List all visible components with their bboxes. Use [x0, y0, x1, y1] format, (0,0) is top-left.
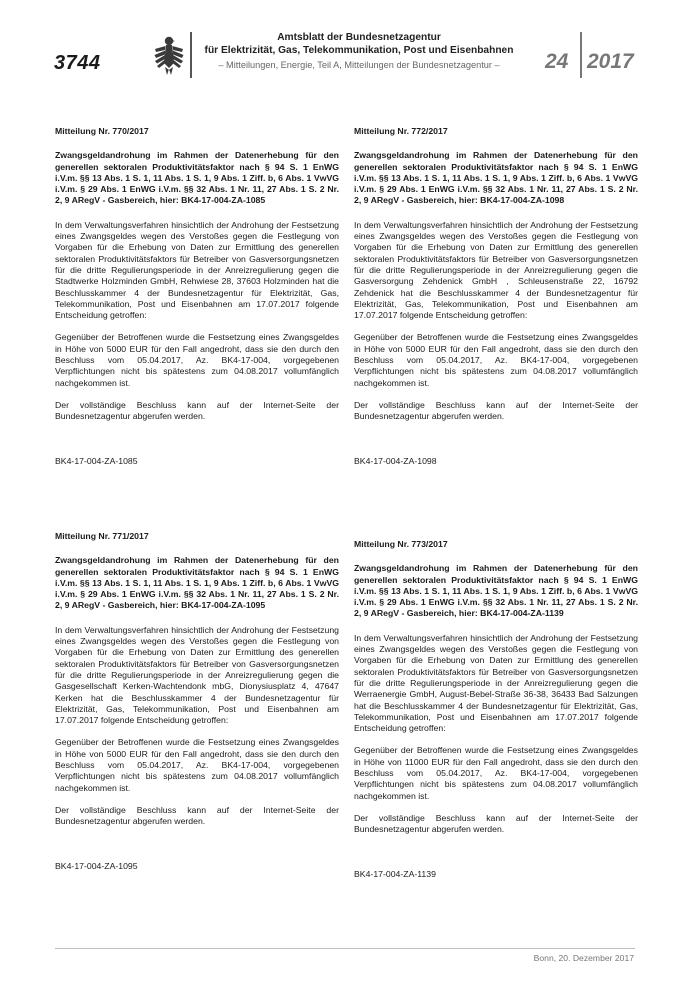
- notice-title: Mitteilung Nr. 771/2017: [55, 531, 149, 541]
- issue-number: 24: [545, 50, 569, 73]
- notice-body-paragraph: Gegenüber der Betroffenen wurde die Festsetzung eines Zwangsgeldes in Höhe von 5000 EUR für den Fall angedroht, dass sie den durch den Beschluss vom 05.04.2017, Az. BK4-17-004, vorgegebenen Verpflichtungen nicht bis spätestens zum 04.08.2017 vollumfänglich nachgekommen ist.: [354, 332, 638, 388]
- notice-subject: Zwangsgeldandrohung im Rahmen der Datenerhebung für den generellen sektoralen Produktivitätsfaktor nach § 94 S. 1 EnWG i.V.m. §§ 13 Abs. 1 S. 1, 11 Abs. 1 S. 1, 9 Abs. 1 Ziff. b, 6 Abs. 1 VwVG i.V.m. § 29 Abs. 1 EnWG i.V.m. §§ 32 Abs. 1 Nr. 11, 27 Abs. 1 S. 2 Nr. 2, 9 ARegV - Gasbereich, hier: BK4-17-004-ZA-1095: [55, 555, 339, 611]
- notice-body-paragraph: In dem Verwaltungsverfahren hinsichtlich der Androhung der Festsetzung eines Zwangsgeldes wegen des Verstoßes gegen die Festlegung von Vorgaben für die Erhebung von Daten zur Ermittlung des generellen sektoralen Produktivitätsfaktors für Betreiber von Gasversorgungsnetzen für die dritte Regulierungsperiode in der Anreizregulierung gegen die Gasgesellschaft Kerken-Wachtendonk mbG, Dionysiusplatz 4, 47647 Kerken hat die Beschlusskammer 4 der Bundesnetzagentur für Elektrizität, Gas, Telekommunikation, Post und Eisenbahnen am 17.07.2017 folgende Entscheidung getroffen:: [55, 624, 339, 726]
- footer-divider: [55, 948, 635, 949]
- header-divider-left: [190, 32, 192, 78]
- notice-body-paragraph: Gegenüber der Betroffenen wurde die Festsetzung eines Zwangsgeldes in Höhe von 5000 EUR für den Fall angedroht, dass sie den durch den Beschluss vom 05.04.2017, Az. BK4-17-004, vorgegebenen Verpflichtungen nicht bis spätestens zum 04.08.2017 vollumfänglich nachgekommen ist.: [55, 332, 339, 388]
- notice-773: [354, 539, 638, 880]
- notice-772: [354, 126, 638, 467]
- notice-reference: BK4-17-004-ZA-1085: [55, 455, 138, 466]
- federal-eagle-icon: [153, 33, 185, 81]
- notice-title: Mitteilung Nr. 773/2017: [354, 539, 448, 549]
- notice-770: [55, 126, 339, 467]
- notice-771: [55, 531, 339, 872]
- notice-subject: Zwangsgeldandrohung im Rahmen der Datenerhebung für den generellen sektoralen Produktivitätsfaktor nach § 94 S. 1 EnWG i.V.m. §§ 13 Abs. 1 S. 1, 11 Abs. 1 S. 1, 9 Abs. 1 Ziff. b, 6 Abs. 1 VwVG i.V.m. § 29 Abs. 1 EnWG i.V.m. §§ 32 Abs. 1 Nr. 11, 27 Abs. 1 S. 2 Nr. 2, 9 ARegV - Gasbereich, hier: BK4-17-004-ZA-1085: [55, 150, 339, 206]
- notice-body-paragraph: Der vollständige Beschluss kann auf der Internet-Seite der Bundesnetzagentur abgerufen werden.: [354, 812, 638, 835]
- notice-body-paragraph: In dem Verwaltungsverfahren hinsichtlich der Androhung der Festsetzung eines Zwangsgeldes wegen des Verstoßes gegen die Festlegung von Vorgaben für die Erhebung von Daten zur Ermittlung des generellen sektoralen Produktivitätsfaktors für Betreiber von Gasversorgungsnetzen für die dritte Regulierungsperiode in der Anreizregulierung gegen die Gasversorgung Zehdenick GmbH , Schleusenstraße 22, 16792 Zehdenick hat die Beschlusskammer 4 der Bundesnetzagentur für Elektrizität, Gas, Telekommunikation, Post und Eisenbahnen am 17.07.2017 folgende Entscheidung getroffen:: [354, 219, 638, 321]
- notice-reference: BK4-17-004-ZA-1098: [354, 455, 437, 466]
- issue-year: 2017: [587, 50, 634, 73]
- notice-reference: BK4-17-004-ZA-1139: [354, 868, 436, 879]
- notice-body-paragraph: Gegenüber der Betroffenen wurde die Festsetzung eines Zwangsgeldes in Höhe von 5000 EUR für den Fall angedroht, dass sie den durch den Beschluss vom 05.04.2017, Az. BK4-17-004, vorgegebenen Verpflichtungen nicht bis spätestens zum 04.08.2017 vollumfänglich nachgekommen ist.: [55, 737, 339, 793]
- notice-body-paragraph: Der vollständige Beschluss kann auf der Internet-Seite der Bundesnetzagentur abgerufen werden.: [55, 399, 339, 422]
- notice-title: Mitteilung Nr. 772/2017: [354, 126, 448, 136]
- notice-body-paragraph: In dem Verwaltungsverfahren hinsichtlich der Androhung der Festsetzung eines Zwangsgeldes wegen des Verstoßes gegen die Festlegung von Vorgaben für die Erhebung von Daten zur Ermittlung des generellen sektoralen Produktivitätsfaktors für Betreiber von Gasversorgungsnetzen für die dritte Regulierungsperiode in der Anreizregulierung gegen die Werraenergie GmbH, August-Bebel-Straße 36-38, 36433 Bad Salzungen hat die Beschlusskammer 4 der Bundesnetzagentur für Elektrizität, Gas, Telekommunikation, Post und Eisenbahnen am 17.07.2017 folgende Entscheidung getroffen:: [354, 632, 638, 734]
- notice-subject: Zwangsgeldandrohung im Rahmen der Datenerhebung für den generellen sektoralen Produktivitätsfaktor nach § 94 S. 1 EnWG i.V.m. §§ 13 Abs. 1 S. 1, 11 Abs. 1 S. 1, 9 Abs. 1 Ziff. b, 6 Abs. 1 VwVG i.V.m. § 29 Abs. 1 EnWG i.V.m. §§ 32 Abs. 1 Nr. 11, 27 Abs. 1 S. 2 Nr. 2, 9 ARegV - Gasbereich, hier: BK4-17-004-ZA-1139: [354, 563, 638, 619]
- notice-body-paragraph: In dem Verwaltungsverfahren hinsichtlich der Androhung der Festsetzung eines Zwangsgeldes wegen des Verstoßes gegen die Festlegung von Vorgaben für die Erhebung von Daten zur Ermittlung des generellen sektoralen Produktivitätsfaktors für Betreiber von Gasversorgungsnetzen für die dritte Regulierungsperiode in der Anreizregulierung gegen die Stadtwerke Holzminden GmbH, Rehwiese 28, 37603 Holzminden hat die Beschlusskammer 4 der Bundesnetzagentur für Elektrizität, Gas, Telekommunikation, Post und Eisenbahnen am 17.07.2017 folgende Entscheidung getroffen:: [55, 219, 339, 321]
- notice-subject: Zwangsgeldandrohung im Rahmen der Datenerhebung für den generellen sektoralen Produktivitätsfaktor nach § 94 S. 1 EnWG i.V.m. §§ 13 Abs. 1 S. 1, 11 Abs. 1 S. 1, 9 Abs. 1 Ziff. b, 6 Abs. 1 VwVG i.V.m. § 29 Abs. 1 EnWG i.V.m. §§ 32 Abs. 1 Nr. 11, 27 Abs. 1 S. 2 Nr. 2, 9 ARegV - Gasbereich, hier: BK4-17-004-ZA-1098: [354, 150, 638, 206]
- journal-title-line-1: Amtsblatt der Bundesnetzagentur: [277, 32, 441, 43]
- journal-subtitle: – Mitteilungen, Energie, Teil A, Mitteilungen der Bundesnetzagentur –: [218, 60, 500, 70]
- notice-reference: BK4-17-004-ZA-1095: [55, 860, 138, 871]
- notice-body-paragraph: Gegenüber der Betroffenen wurde die Festsetzung eines Zwangsgeldes in Höhe von 11000 EUR für den Fall angedroht, dass sie den durch den Beschluss vom 05.04.2017, Az. BK4-17-004, vorgegebenen Verpflichtungen nicht bis spätestens zum 04.08.2017 vollumfänglich nachgekommen ist.: [354, 745, 638, 801]
- notice-body-paragraph: Der vollständige Beschluss kann auf der Internet-Seite der Bundesnetzagentur abgerufen werden.: [55, 804, 339, 827]
- journal-title-line-2: für Elektrizität, Gas, Telekommunikation, Post und Eisenbahnen: [204, 45, 514, 56]
- header-divider-right: [580, 32, 582, 78]
- notice-title: Mitteilung Nr. 770/2017: [55, 126, 149, 136]
- journal-title: [196, 31, 522, 57]
- notice-body-paragraph: Der vollständige Beschluss kann auf der Internet-Seite der Bundesnetzagentur abgerufen werden.: [354, 399, 638, 422]
- page-number: 3744: [54, 52, 101, 74]
- footer-place-date: Bonn, 20. Dezember 2017: [533, 953, 634, 963]
